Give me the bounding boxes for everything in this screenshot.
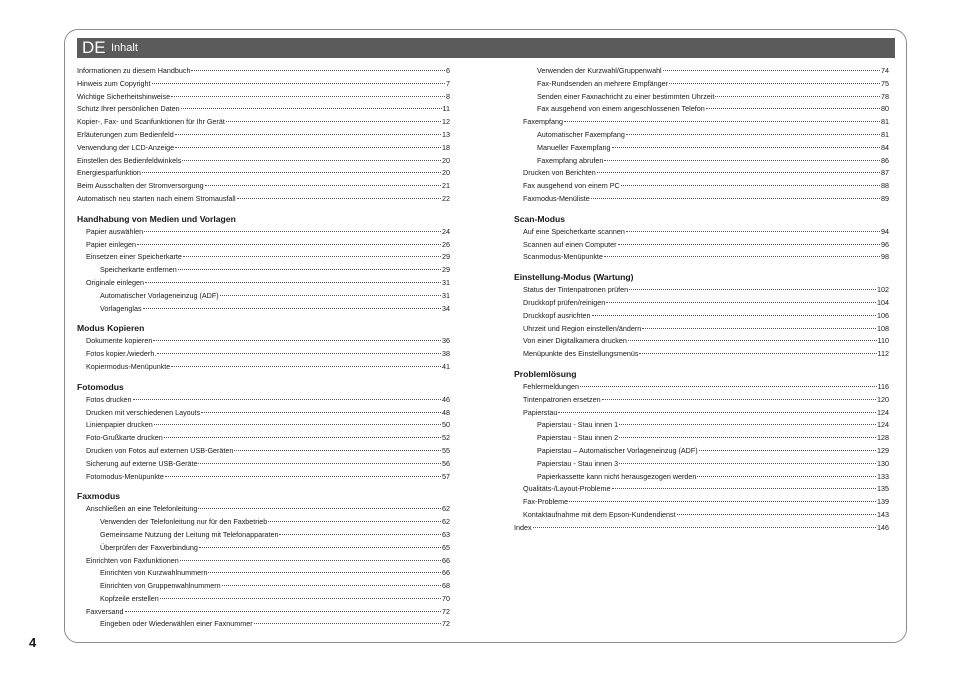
toc-section-heading: Einstellung-Modus (Wartung) (514, 272, 634, 283)
toc-entry[interactable] (514, 78, 889, 91)
toc-entry[interactable] (514, 116, 889, 129)
toc-entry-page: 102 (877, 285, 889, 295)
toc-entry-title: Faxempfang (523, 117, 563, 127)
toc-entry-page: 81 (881, 117, 889, 127)
toc-entry-title: Qualitäts-/Layout-Probleme (523, 484, 611, 494)
toc-entry-title: Papierstau - Stau innen 2 (537, 433, 619, 443)
toc-right-column (514, 65, 889, 535)
toc-entry-page: 36 (442, 336, 450, 346)
toc-entry-title: Anschließen an eine Telefonleitung (86, 504, 198, 514)
toc-entry-title: Uhrzeit und Region einstellen/ändern (523, 323, 642, 333)
dot-leader (180, 560, 441, 561)
toc-entry-title: Vorlagenglas (100, 303, 142, 313)
toc-entry-page: 57 (442, 471, 450, 481)
toc-entry-page: 98 (881, 252, 889, 262)
toc-entry[interactable] (77, 606, 450, 619)
toc-entry-title: Einstellen des Bedienfeldwinkels (77, 155, 182, 165)
toc-entry-title: Eingeben oder Wiederwählen einer Faxnummer (100, 619, 253, 629)
toc-entry[interactable] (77, 458, 450, 471)
dot-leader (143, 308, 441, 309)
toc-entry-title: Automatischer Faxempfang (537, 129, 625, 139)
dot-leader (205, 185, 441, 186)
dot-leader (604, 256, 880, 257)
toc-entry-page: 29 (442, 252, 450, 262)
dot-leader (142, 172, 441, 173)
dot-leader (268, 521, 441, 522)
toc-entry-page: 12 (442, 117, 450, 127)
toc-entry[interactable] (514, 509, 889, 522)
dot-leader (152, 83, 446, 84)
toc-entry[interactable] (77, 503, 450, 516)
toc-entry-title: Drucken von Berichten (523, 168, 596, 178)
toc-entry[interactable] (77, 555, 450, 568)
toc-entry[interactable] (514, 103, 889, 116)
toc-entry[interactable] (514, 297, 889, 310)
toc-entry[interactable] (514, 323, 889, 336)
toc-entry-page: 68 (442, 581, 450, 591)
toc-entry[interactable] (77, 580, 450, 593)
toc-entry[interactable] (77, 65, 450, 78)
toc-entry-page: 65 (442, 542, 450, 552)
toc-entry-title: Speicherkarte entfernen (100, 265, 177, 275)
toc-entry-title: Papier auswählen (86, 226, 144, 236)
toc-entry-title: Linienpapier drucken (86, 420, 153, 430)
toc-entry-page: 124 (877, 407, 889, 417)
toc-entry-page: 13 (442, 129, 450, 139)
toc-section-heading: Modus Kopieren (77, 323, 145, 334)
dot-leader (604, 160, 880, 161)
toc-entry-page: 62 (442, 517, 450, 527)
toc-entry-title: Foto-Grußkarte drucken (86, 433, 163, 443)
dot-leader (699, 450, 876, 451)
toc-entry[interactable] (514, 142, 889, 155)
toc-entry[interactable] (514, 284, 889, 297)
toc-section-heading: Faxmodus (77, 491, 120, 502)
dot-leader (619, 424, 876, 425)
toc-entry-title: Senden einer Faxnachricht zu einer bestimmten Uhrzeit (537, 91, 715, 101)
toc-entry-title: Menüpunkte des Einstellungsmenüs (523, 349, 639, 359)
dot-leader (222, 585, 441, 586)
dot-leader (569, 501, 876, 502)
toc-entry[interactable] (77, 129, 450, 142)
toc-entry-title: Von einer Digitalkamera drucken (523, 336, 627, 346)
toc-entry[interactable] (77, 348, 450, 361)
toc-entry-page: 24 (442, 226, 450, 236)
dot-leader (580, 386, 877, 387)
dot-leader (612, 488, 877, 489)
toc-entry[interactable] (514, 239, 889, 252)
toc-entry-page: 104 (877, 297, 889, 307)
dot-leader (175, 134, 441, 135)
toc-entry[interactable] (514, 65, 889, 78)
toc-entry-title: Hinweis zum Copyright (77, 78, 151, 88)
toc-section-heading: Scan-Modus (514, 213, 566, 224)
toc-entry-title: Fax ausgehend von einem angeschlossenen Telefon (537, 104, 705, 114)
toc-entry[interactable] (514, 407, 889, 420)
dot-leader (160, 598, 441, 599)
toc-entry[interactable] (514, 445, 889, 458)
toc-entry-page: 78 (881, 91, 889, 101)
dot-leader (137, 244, 441, 245)
toc-entry-page: 129 (877, 445, 889, 455)
toc-entry[interactable] (514, 496, 889, 509)
dot-leader (619, 437, 876, 438)
toc-entry-page: 18 (442, 142, 450, 152)
toc-entry-page: 6 (446, 66, 450, 75)
dot-leader (558, 412, 876, 413)
dot-leader (178, 269, 441, 270)
toc-entry-page: 48 (442, 407, 450, 417)
toc-entry[interactable] (77, 251, 450, 264)
toc-entry[interactable] (514, 91, 889, 104)
toc-entry-page: 21 (442, 181, 450, 191)
toc-entry-page: 63 (442, 529, 450, 539)
dot-leader (677, 514, 876, 515)
toc-entry-title: Kopfzeile erstellen (100, 593, 159, 603)
toc-title: Inhalt (111, 42, 138, 54)
dot-leader (191, 70, 445, 71)
dot-leader (619, 463, 876, 464)
toc-entry[interactable] (77, 277, 450, 290)
toc-entry-title: Originale einlegen (86, 277, 144, 287)
toc-entry-title: Kopiermodus-Menüpunkte (86, 361, 171, 371)
toc-entry[interactable] (77, 471, 450, 484)
dot-leader (715, 96, 880, 97)
dot-leader (198, 463, 441, 464)
toc-entry[interactable] (77, 290, 450, 303)
toc-entry-title: Faxversand (86, 606, 124, 616)
toc-entry[interactable] (77, 167, 450, 180)
dot-leader (592, 315, 876, 316)
toc-entry-page: 29 (442, 265, 450, 275)
toc-entry[interactable] (77, 394, 450, 407)
toc-entry-page: 62 (442, 504, 450, 514)
toc-entry[interactable] (77, 542, 450, 555)
dot-leader (669, 83, 880, 84)
toc-entry-page: 34 (442, 303, 450, 313)
toc-entry-title: Schutz Ihrer persönlichen Daten (77, 104, 180, 114)
toc-entry-page: 80 (881, 104, 889, 114)
dot-leader (220, 295, 441, 296)
toc-entry[interactable] (77, 618, 450, 631)
toc-entry-page: 26 (442, 239, 450, 249)
toc-entry-title: Fehlermeldungen (523, 381, 579, 391)
toc-entry[interactable] (77, 264, 450, 277)
toc-entry[interactable] (77, 193, 450, 206)
toc-entry-title: Sicherung auf externe USB-Geräte (86, 458, 198, 468)
toc-entry[interactable] (514, 180, 889, 193)
toc-entry-page: 70 (442, 593, 450, 603)
toc-entry-title: Papierstau (523, 407, 558, 417)
toc-entry[interactable] (514, 335, 889, 348)
toc-entry-title: Drucken mit verschiedenen Layouts (86, 407, 201, 417)
toc-entry[interactable] (77, 419, 450, 432)
toc-entry-title: Drucken von Fotos auf externen USB-Geräten (86, 445, 234, 455)
toc-entry[interactable] (514, 381, 889, 394)
toc-entry-title: Papierkassette kann nicht herausgezogen werden (537, 471, 697, 481)
dot-leader (254, 623, 441, 624)
toc-entry-title: Beim Ausschalten der Stromversorgung (77, 181, 204, 191)
toc-entry-page: 7 (446, 78, 450, 88)
toc-entry-title: Energiesparfunktion (77, 168, 141, 178)
dot-leader (157, 353, 441, 354)
dot-leader (183, 256, 441, 257)
toc-entry[interactable] (77, 155, 450, 168)
toc-entry-page: 81 (881, 129, 889, 139)
toc-entry[interactable] (77, 407, 450, 420)
dot-leader (171, 366, 441, 367)
toc-entry-page: 116 (877, 381, 889, 391)
dot-leader (533, 527, 876, 528)
toc-entry-page: 89 (881, 193, 889, 203)
toc-entry-page: 56 (442, 458, 450, 468)
toc-entry-title: Wichtige Sicherheitshinweise (77, 91, 171, 101)
toc-entry-page: 135 (877, 484, 889, 494)
toc-entry-page: 124 (877, 420, 889, 430)
toc-entry[interactable] (514, 471, 889, 484)
toc-entry-title: Papier einlegen (86, 239, 136, 249)
toc-entry[interactable] (77, 335, 450, 348)
toc-entry-page: 74 (881, 66, 889, 75)
toc-entry[interactable] (514, 155, 889, 168)
dot-leader (697, 476, 876, 477)
dot-leader (198, 508, 441, 509)
toc-entry-page: 75 (881, 78, 889, 88)
toc-entry-title: Erläuterungen zum Bedienfeld (77, 129, 174, 139)
toc-entry[interactable] (514, 483, 889, 496)
dot-leader (279, 534, 441, 535)
page-number: 4 (29, 635, 37, 650)
toc-entry-page: 143 (877, 509, 889, 519)
toc-entry-page: 84 (881, 142, 889, 152)
toc-entry-title: Druckkopf prüfen/reinigen (523, 297, 606, 307)
toc-entry-page: 106 (877, 310, 889, 320)
toc-entry-title: Einrichten von Gruppenwahlnummern (100, 581, 221, 591)
toc-entry-title: Papierstau - Stau innen 3 (537, 458, 619, 468)
toc-entry-page: 38 (442, 349, 450, 359)
toc-entry-page: 52 (442, 433, 450, 443)
toc-entry-title: Scanmodus-Menüpunkte (523, 252, 603, 262)
toc-entry-title: Verwenden der Telefonleitung nur für den Faxbetrieb (100, 517, 268, 527)
toc-entry-page: 108 (877, 323, 889, 333)
toc-entry[interactable] (514, 458, 889, 471)
dot-leader (621, 185, 880, 186)
toc-entry[interactable] (77, 529, 450, 542)
dot-leader (164, 437, 441, 438)
dot-leader (639, 353, 876, 354)
toc-entry[interactable] (77, 303, 450, 316)
dot-leader (125, 611, 441, 612)
toc-entry-page: 31 (442, 290, 450, 300)
toc-entry[interactable] (514, 310, 889, 323)
dot-leader (145, 282, 441, 283)
toc-entry-page: 46 (442, 394, 450, 404)
toc-entry-page: 88 (881, 181, 889, 191)
toc-entry-page: 146 (877, 522, 889, 532)
dot-leader (201, 412, 441, 413)
toc-entry-page: 66 (442, 568, 450, 578)
dot-leader (199, 547, 441, 548)
toc-entry-title: Informationen zu diesem Handbuch (77, 66, 191, 75)
toc-entry-title: Manueller Faxempfang (537, 142, 611, 152)
dot-leader (628, 340, 877, 341)
language-code: DE (82, 38, 106, 57)
toc-entry-title: Fax-Rundsenden an mehrere Empfänger (537, 78, 669, 88)
toc-entry-page: 8 (446, 91, 450, 101)
toc-entry[interactable] (77, 239, 450, 252)
toc-entry-title: Einrichten von Faxfunktionen (86, 555, 179, 565)
toc-entry-page: 66 (442, 555, 450, 565)
dot-leader (144, 231, 441, 232)
dot-leader (154, 424, 441, 425)
dot-leader (618, 244, 880, 245)
dot-leader (181, 108, 442, 109)
toc-entry[interactable] (77, 116, 450, 129)
toc-entry-title: Tintenpatronen ersetzen (523, 394, 601, 404)
toc-entry-page: 133 (877, 471, 889, 481)
toc-entry[interactable] (514, 226, 889, 239)
toc-entry-title: Verwenden der Kurzwahl/Gruppenwahl (537, 66, 662, 75)
toc-entry[interactable] (77, 445, 450, 458)
toc-entry-title: Gemeinsame Nutzung der Leitung mit Telefonapparaten (100, 529, 279, 539)
toc-entry[interactable] (77, 142, 450, 155)
toc-entry-page: 86 (881, 155, 889, 165)
toc-entry[interactable] (514, 522, 889, 535)
toc-entry[interactable] (77, 516, 450, 529)
toc-entry-title: Fax ausgehend von einem PC (523, 181, 620, 191)
toc-entry[interactable] (514, 432, 889, 445)
toc-entry-page: 94 (881, 226, 889, 236)
toc-entry-page: 110 (877, 336, 889, 346)
toc-entry-title: Status der Tintenpatronen prüfen (523, 285, 629, 295)
toc-entry-title: Fax-Probleme (523, 497, 569, 507)
toc-entry-title: Papierstau - Stau innen 1 (537, 420, 619, 430)
dot-leader (606, 302, 876, 303)
dot-leader (706, 108, 880, 109)
toc-entry-page: 128 (877, 433, 889, 443)
toc-entry-page: 96 (881, 239, 889, 249)
toc-entry-title: Papierstau – Automatischer Vorlageneinzug (ADF) (537, 445, 698, 455)
toc-entry-title: Kontaktaufnahme mit dem Epson-Kundendienst (523, 509, 676, 519)
toc-entry-page: 72 (442, 606, 450, 616)
toc-entry[interactable] (514, 394, 889, 407)
toc-entry[interactable] (77, 103, 450, 116)
dot-leader (629, 289, 876, 290)
toc-entry[interactable] (77, 78, 450, 91)
toc-entry[interactable] (514, 167, 889, 180)
dot-leader (182, 160, 441, 161)
toc-entry-title: Scannen auf einen Computer (523, 239, 617, 249)
toc-entry-title: Überprüfen der Faxverbindung (100, 542, 198, 552)
toc-entry-page: 20 (442, 168, 450, 178)
toc-entry-page: 31 (442, 277, 450, 287)
toc-entry-page: 130 (877, 458, 889, 468)
toc-entry-page: 72 (442, 619, 450, 629)
toc-entry[interactable] (514, 193, 889, 206)
toc-entry-page: 55 (442, 445, 450, 455)
toc-entry-title: Einsetzen einer Speicherkarte (86, 252, 182, 262)
toc-entry-title: Kopier-, Fax- und Scanfunktionen für Ihr Gerät (77, 117, 225, 127)
toc-section-heading: Fotomodus (77, 381, 124, 392)
toc-entry-page: 120 (877, 394, 889, 404)
toc-entry-title: Faxmodus-Menüliste (523, 193, 590, 203)
dot-leader (626, 231, 880, 232)
dot-leader (175, 147, 441, 148)
dot-leader (591, 198, 880, 199)
toc-entry-page: 50 (442, 420, 450, 430)
toc-entry[interactable] (77, 432, 450, 445)
toc-entry[interactable] (77, 180, 450, 193)
dot-leader (226, 121, 441, 122)
toc-entry-title: Dokumente kopieren (86, 336, 153, 346)
toc-entry-page: 11 (442, 104, 450, 114)
toc-entry[interactable] (77, 361, 450, 374)
toc-entry-page: 20 (442, 155, 450, 165)
dot-leader (564, 121, 880, 122)
toc-header (77, 38, 895, 58)
toc-entry-title: Fotos drucken (86, 394, 132, 404)
toc-entry-title: Automatischer Vorlageneinzug (ADF) (100, 290, 219, 300)
toc-entry[interactable] (514, 419, 889, 432)
dot-leader (663, 70, 880, 71)
dot-leader (642, 328, 876, 329)
dot-leader (133, 399, 441, 400)
dot-leader (208, 572, 441, 573)
toc-section-heading: Handhabung von Medien und Vorlagen (77, 213, 236, 224)
dot-leader (153, 340, 441, 341)
toc-left-column (77, 65, 450, 631)
toc-entry-page: 87 (881, 168, 889, 178)
toc-entry-title: Fotomodus-Menüpunkte (86, 471, 164, 481)
dot-leader (597, 172, 880, 173)
dot-leader (612, 147, 880, 148)
toc-entry-title: Index (514, 522, 532, 532)
toc-entry-page: 41 (442, 361, 450, 371)
toc-entry-title: Einrichten von Kurzwahlnummern (100, 568, 208, 578)
toc-section-heading: Problemlösung (514, 368, 577, 379)
dot-leader (602, 399, 876, 400)
dot-leader (237, 198, 441, 199)
toc-entry[interactable] (77, 226, 450, 239)
toc-entry-page: 22 (442, 193, 450, 203)
toc-entry[interactable] (514, 251, 889, 264)
dot-leader (234, 450, 441, 451)
toc-entry-title: Druckkopf ausrichten (523, 310, 591, 320)
toc-entry-title: Automatisch neu starten nach einem Stromausfall (77, 193, 236, 203)
dot-leader (165, 476, 441, 477)
toc-entry-page: 112 (877, 349, 889, 359)
toc-entry-title: Fotos kopier./wiederh. (86, 349, 157, 359)
dot-leader (171, 96, 445, 97)
toc-entry[interactable] (77, 593, 450, 606)
toc-entry[interactable] (77, 567, 450, 580)
toc-entry[interactable] (77, 91, 450, 104)
toc-entry[interactable] (514, 348, 889, 361)
toc-entry-title: Faxempfang abrufen (537, 155, 604, 165)
toc-entry-page: 139 (877, 497, 889, 507)
toc-entry-title: Auf eine Speicherkarte scannen (523, 226, 625, 236)
toc-entry-title: Verwendung der LCD-Anzeige (77, 142, 175, 152)
dot-leader (626, 134, 880, 135)
toc-entry[interactable] (514, 129, 889, 142)
